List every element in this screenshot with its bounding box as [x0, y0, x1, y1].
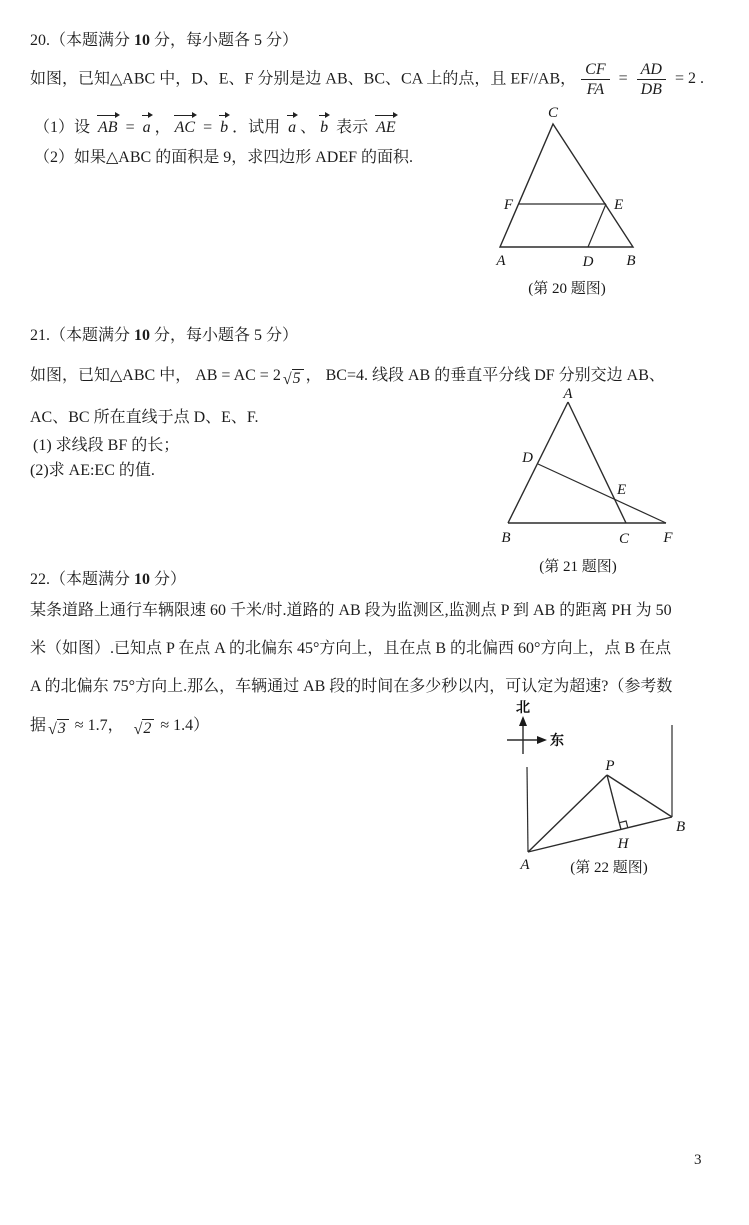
vector-ac: AC — [174, 119, 196, 136]
fig20-label-a: A — [496, 253, 506, 269]
fig22-label-a: A — [520, 857, 530, 873]
fig21-label-c: C — [618, 531, 630, 547]
sqrt-5 — [283, 369, 304, 388]
figure-20-triangle — [478, 102, 668, 302]
fraction-numerator: AD — [637, 60, 666, 80]
vector-ae: AE — [376, 119, 396, 136]
problem-20-statement-text: 如图，已知△ABC 中，D、E、F 分别是边 AB、BC、CA 上的点，且 EF//AB， — [30, 70, 577, 88]
fig20-label-d: D — [582, 254, 594, 270]
problem-21-item-2: (2)求 AE:EC 的值. — [30, 462, 155, 479]
fig21-caption: (第 21 题图) — [539, 559, 617, 575]
item-text: = — [121, 119, 139, 136]
problem-20-item-1 — [34, 114, 400, 137]
fig20-label-e: E — [614, 197, 624, 213]
item-text: = — [199, 119, 217, 136]
fraction-cf-fa — [581, 60, 609, 99]
fig21-label-d: D — [522, 450, 533, 466]
problem-22-header-post: 分） — [150, 571, 187, 588]
equals-sign: = — [618, 70, 628, 88]
line-text: ≈ 1.7， — [70, 717, 124, 734]
page-number: 3 — [694, 1152, 702, 1168]
fraction-denominator: FA — [586, 81, 605, 99]
compass-east-label: 东 — [550, 732, 564, 748]
fig21-label-b: B — [501, 530, 511, 546]
fig22-label-p: P — [605, 758, 615, 774]
vector-a: a — [142, 119, 151, 136]
radical-sign: √ — [133, 721, 143, 739]
problem-21-header-score: 10 — [134, 327, 151, 344]
vector-a: a — [288, 119, 297, 136]
sqrt-2 — [134, 719, 155, 738]
line-text: 据 — [30, 717, 47, 734]
fraction-denominator: DB — [640, 81, 662, 99]
figure-21-triangle — [480, 385, 692, 580]
compass-north-label: 北 — [516, 699, 530, 715]
statement-text: 如图，已知△ABC 中， AB = AC = 2 — [30, 367, 281, 384]
statement-text: ， BC=4. 线段 AB 的垂直平分线 DF 分别交边 AB、 — [305, 367, 665, 384]
side-ab — [508, 402, 568, 523]
fig20-label-f: F — [503, 197, 513, 213]
fraction-ad-db — [637, 60, 666, 99]
vector-b: b — [320, 119, 329, 136]
vector-ab: AB — [98, 119, 118, 136]
fig20-caption: (第 20 题图) — [528, 281, 606, 297]
equals-two: = 2 . — [674, 70, 704, 88]
radicand: 2 — [142, 719, 154, 738]
problem-22-header-pre: 22.（本题满分 — [30, 571, 135, 588]
triangle-abc — [500, 124, 633, 247]
item-text: （1）设 — [34, 119, 95, 136]
problem-22-header — [30, 566, 186, 589]
fig22-label-h: H — [617, 836, 629, 852]
problem-20-header-pre: 20.（本题满分 — [30, 32, 135, 49]
segment-ed — [588, 204, 606, 247]
problem-21-statement-line2: AC、BC 所在直线于点 D、E、F. — [30, 409, 259, 426]
compass-north-arrowhead — [519, 716, 527, 726]
problem-20-header-score: 10 — [134, 32, 151, 49]
problem-21-header-pre: 21.（本题满分 — [30, 327, 135, 344]
fig22-caption: (第 22 题图) — [570, 860, 648, 876]
radicand: 5 — [292, 369, 304, 388]
item-text: ．试用 — [232, 119, 285, 136]
fig21-label-a: A — [563, 386, 573, 402]
problem-21-item-1: (1) 求线段 BF 的长； — [33, 437, 180, 454]
north-line-through-a — [527, 767, 528, 852]
problem-22-line4 — [30, 712, 209, 738]
segment-ab — [528, 817, 672, 852]
item-text: ， — [154, 119, 171, 136]
fig21-label-e: E — [617, 482, 627, 498]
item-text: 表示 — [332, 119, 373, 136]
problem-22-line2: 米（如图）.已知点 P 在点 A 的北偏东 45°方向上，且在点 B 的北偏西 60°方向上，点 B 在点 — [30, 640, 672, 657]
radical-sign: √ — [48, 721, 57, 739]
fraction-numerator: CF — [581, 60, 609, 80]
problem-20-statement — [30, 60, 708, 99]
fig21-label-f: F — [663, 530, 673, 546]
problem-20-header — [30, 27, 298, 50]
problem-21-header — [30, 322, 298, 345]
compass-icon — [507, 699, 564, 754]
radical-sign: √ — [282, 371, 292, 389]
problem-22-header-score: 10 — [134, 571, 151, 588]
problem-20-header-post: 分，每小题各 5 分） — [150, 32, 299, 49]
vector-b: b — [220, 119, 229, 136]
fig22-label-b: B — [676, 819, 686, 835]
problem-22-line1: 某条道路上通行车辆限速 60 千米/时.道路的 AB 段为监测区,监测点 P 到 AB 的距离 PH 为 50 — [30, 602, 672, 619]
compass-east-arrowhead — [537, 736, 547, 744]
problem-21-header-post: 分，每小题各 5 分） — [150, 327, 299, 344]
problem-22-line3: A 的北偏东 75°方向上.那么，车辆通过 AB 段的时间在多少秒以内，可认定为超速?（参考数 — [30, 678, 673, 695]
line-text: ≈ 1.4） — [156, 717, 210, 734]
problem-20-item-2: （2）如果△ABC 的面积是 9，求四边形 ADEF 的面积. — [34, 149, 413, 166]
segment-ap — [528, 775, 607, 852]
item-text: 、 — [300, 119, 317, 136]
figure-22-bearing — [495, 698, 710, 880]
radicand: 3 — [57, 719, 69, 738]
fig20-label-b: B — [626, 253, 636, 269]
fig20-label-c: C — [547, 105, 559, 121]
side-ac — [568, 402, 626, 523]
sqrt-3 — [48, 719, 69, 738]
